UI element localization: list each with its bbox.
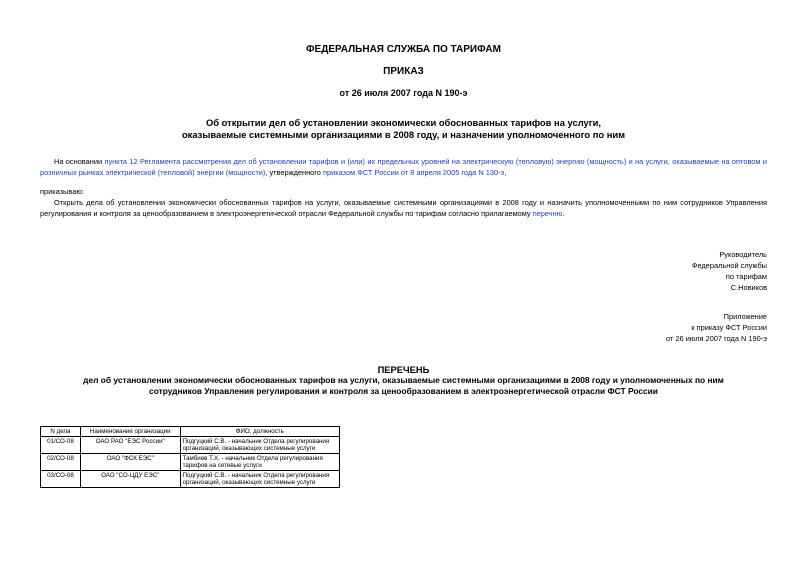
list-subtitle-line-2: сотрудников Управления регулирования и контроля за ценообразованием в электроэнергетической отрасли ФСТ России [149, 386, 658, 396]
appendix-label: Приложение [723, 312, 767, 321]
list-subtitle [0, 375, 807, 397]
case-number: 03/СО-08 [41, 471, 81, 488]
order-paragraph [40, 197, 767, 219]
organization: ОАО "СО-ЦДУ ЕЭС" [80, 471, 180, 488]
regulation-link[interactable]: пункта 12 Регламента рассмотрения дел об установлении тарифов и (или) их предельных уровней на электрическую (тепловую) энергию (мощность) и на услуги, оказываемые на оптовом и розничных рынках электрической (тепловой) энергии (мощности) [40, 157, 767, 177]
order-title [0, 117, 807, 141]
table-row [41, 454, 340, 471]
organization: ОАО РАО "ЕЭС России" [80, 437, 180, 454]
table-row [41, 471, 340, 488]
basis-paragraph [40, 156, 767, 178]
document-type: ПРИКАЗ [383, 66, 424, 77]
prikazyvayu-label: приказываю: [40, 187, 84, 196]
col-header-case-number: N дела [41, 427, 81, 437]
case-number: 01/СО-08 [41, 437, 81, 454]
order-text: Открыть дела об установлении экономически обоснованных тарифов на услуги, оказываемые системными организациями в 2008 году и назначить уполномоченными по ним сотрудников Управления регулирования и контроля за ценообразованием в электроэнергетической отрасли Федеральной службы по тарифам согласно прилагаемому [40, 198, 767, 218]
case-number: 02/СО-08 [41, 454, 81, 471]
responsible-person: Тамбиев Т.Х. - начальник Отдела регулирования тарифов на сетевые услуги [180, 454, 339, 471]
responsible-person: Подгуцкий С.В. - начальник Отдела регулирования организаций, оказывающих системные услуги [180, 437, 339, 454]
table-row [41, 437, 340, 454]
basis-prefix: На основании [54, 157, 103, 166]
responsible-person: Подгуцкий С.В. - начальник Отдела регулирования организаций, оказывающих системные услуги [180, 471, 339, 488]
fst-order-link[interactable]: приказом ФСТ России от 8 апреля 2005 года N 130-э [322, 168, 505, 177]
list-subtitle-line-1: дел об установлении экономически обоснованных тарифов на услуги, оказываемые системными организациями в 2008 году и уполномоченных по ним [83, 375, 724, 385]
signature-name: С.Новиков [730, 283, 767, 292]
list-title: ПЕРЕЧЕНЬ [377, 364, 430, 375]
signature-block [692, 249, 767, 293]
list-link[interactable]: перечню [532, 209, 563, 218]
basis-suffix: , [504, 168, 507, 177]
signature-agency-2: по тарифам [725, 272, 767, 281]
appendix-date: от 26 июля 2007 года N 190-э [666, 334, 767, 343]
appendix-ref: к приказу ФСТ России [691, 323, 767, 332]
order-date: от 26 июля 2007 года N 190-э [339, 88, 468, 98]
signature-position: Руководитель [719, 250, 767, 259]
order-end: . [562, 209, 565, 218]
order-title-line-1: Об открытии дел об установлении экономически обоснованных тарифов на услуги, [205, 117, 602, 128]
appendix-block [666, 311, 767, 344]
col-header-responsible: ФИО, должность [180, 427, 339, 437]
organization: ОАО "ФСК ЕЭС" [80, 454, 180, 471]
table-header-row [41, 427, 340, 437]
col-header-organization: Наименование организации [80, 427, 180, 437]
order-title-line-2: оказываемые системными организациями в 2008 году, и назначении уполномоченного по ним [181, 129, 626, 140]
signature-agency: Федеральной службы [691, 261, 767, 270]
agency-name: ФЕДЕРАЛЬНАЯ СЛУЖБА ПО ТАРИФАМ [306, 44, 501, 55]
basis-middle: , утвержденного [265, 168, 321, 177]
cases-table [40, 426, 340, 488]
